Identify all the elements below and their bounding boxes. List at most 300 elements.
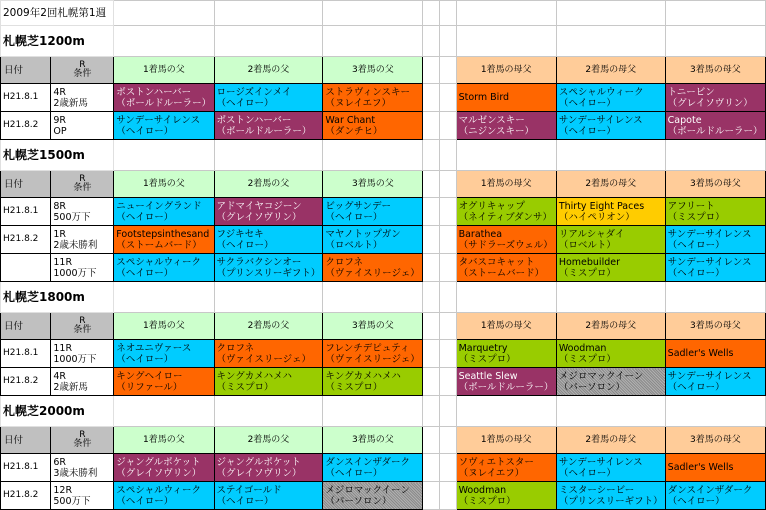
dam-sire-cell [456, 84, 556, 112]
table-row [1, 254, 766, 282]
spacer-cell [439, 198, 456, 226]
spacer-cell [423, 368, 440, 396]
sheet-title: 2009年2回札幌第1週 [1, 1, 114, 26]
dam-sire-cell [665, 112, 765, 140]
horse-line: （ヘイロー） [116, 211, 174, 223]
horse-name: Woodman [558, 342, 607, 354]
sire-cell [114, 254, 214, 282]
race-number: 9R [53, 114, 67, 126]
spacer-cell [423, 198, 440, 226]
sire-cell [323, 84, 423, 112]
spacer-cell [423, 112, 440, 140]
dam-sire-column-header: 3着馬の母父 [665, 57, 765, 84]
dam-sire-column-header: 2着馬の母父 [556, 427, 665, 454]
dam-sire-cell [665, 254, 765, 282]
spacer-cell [439, 254, 456, 282]
horse-line: （ヘイロー） [116, 353, 174, 365]
horse-line: （ヴァイスリージェ） [216, 353, 311, 365]
horse-line: （グレイソヴリン） [216, 211, 302, 223]
dam-sire-cell [456, 198, 556, 226]
empty-cell [665, 26, 765, 57]
horse-name: Sadler's Wells [667, 462, 734, 473]
horse-name: メジロマックイーン [325, 484, 410, 496]
sire-cell [323, 112, 423, 140]
horse-name: メジロマックイーン [558, 370, 644, 382]
race-number-condition [51, 112, 114, 140]
sire-cell [114, 368, 214, 396]
spacer-cell [439, 368, 456, 396]
horse-line: （ヌレイエフ） [325, 97, 392, 109]
table-row [1, 112, 766, 140]
horse-name: サンデーサイレンス [667, 228, 752, 240]
race-condition: OP [53, 125, 67, 137]
dam-sire-column-header: 2着馬の母父 [556, 313, 665, 340]
horse-line: （ヌレイエフ） [458, 467, 525, 479]
horse-line: （パーソロン） [558, 381, 625, 393]
spacer-cell [439, 340, 456, 368]
sire-cell [214, 226, 323, 254]
horse-name: ダンスインザダーク [667, 484, 753, 496]
empty-cell [423, 396, 440, 427]
race-number-condition [51, 198, 114, 226]
race-date: H21.8.2 [1, 226, 51, 254]
sire-cell [214, 454, 323, 482]
dam-sire-cell [456, 112, 556, 140]
race-date: H21.8.1 [1, 198, 51, 226]
horse-name: サンデーサイレンス [116, 114, 201, 126]
sire-cell [114, 482, 214, 510]
dam-sire-cell [665, 198, 765, 226]
race-condition-header [51, 427, 114, 454]
dam-sire-column-header: 2着馬の母父 [556, 171, 665, 198]
empty-cell [114, 1, 214, 26]
spacer-cell [439, 226, 456, 254]
horse-line: （グレイソヴリン） [116, 467, 202, 479]
horse-name: War Chant [325, 114, 376, 126]
horse-name: サンデーサイレンス [558, 114, 643, 126]
dam-sire-cell [556, 84, 665, 112]
empty-cell [456, 282, 556, 313]
horse-name: スペシャルウィーク [558, 86, 644, 98]
empty-cell [114, 26, 214, 57]
race-header-top: R [79, 174, 86, 184]
horse-line: （ヘイロー） [667, 267, 725, 279]
empty-cell [556, 396, 665, 427]
horse-name: クロフネ [325, 256, 363, 268]
spacer-cell [423, 57, 440, 84]
empty-cell [214, 140, 323, 171]
section-title: 札幌芝2000m [1, 396, 114, 427]
spacer-cell [423, 313, 440, 340]
horse-line: （ミスプロ） [325, 381, 383, 393]
race-number: 4R [53, 370, 67, 382]
horse-line: （ミスプロ） [458, 353, 516, 365]
horse-name: フレンチデピュティ [325, 342, 410, 354]
dam-sire-cell [556, 226, 665, 254]
spacer-cell [439, 482, 456, 510]
dam-sire-cell [665, 482, 765, 510]
table-row [1, 368, 766, 396]
sire-column-header: 1着馬の父 [114, 313, 214, 340]
empty-cell [423, 1, 440, 26]
race-condition: 1000万下 [53, 353, 97, 365]
section-title: 札幌芝1800m [1, 282, 114, 313]
horse-line: （ヘイロー） [667, 381, 725, 393]
dam-sire-column-header: 1着馬の母父 [456, 57, 556, 84]
race-number: 11R [53, 342, 73, 354]
empty-cell [214, 26, 323, 57]
dam-sire-cell [665, 368, 765, 396]
race-number-condition [51, 454, 114, 482]
horse-name: Capote [667, 114, 702, 126]
table-row [1, 482, 766, 510]
race-condition: 1000万下 [53, 267, 97, 279]
horse-name: アドマイヤコジーン [216, 200, 302, 212]
empty-cell [114, 282, 214, 313]
horse-line: （リファール） [116, 381, 183, 393]
empty-cell [214, 1, 323, 26]
dam-sire-cell [556, 340, 665, 368]
sire-cell [114, 84, 214, 112]
empty-cell [556, 282, 665, 313]
horse-line: （ボールドルーラー） [458, 381, 554, 393]
horse-name: フジキセキ [216, 228, 264, 240]
horse-line: （ヘイロー） [116, 267, 174, 279]
horse-line: （ボールドルーラー） [216, 125, 312, 137]
sire-cell [214, 482, 323, 510]
horse-name: キングヘイロー [116, 370, 183, 382]
horse-name: タバスコキャット [458, 256, 535, 268]
dam-sire-column-header: 1着馬の母父 [456, 427, 556, 454]
date-header: 日付 [1, 313, 51, 340]
race-date: H21.8.2 [1, 112, 51, 140]
empty-cell [439, 140, 456, 171]
dam-sire-column-header: 1着馬の母父 [456, 171, 556, 198]
race-header-bottom: 条件 [73, 69, 92, 79]
table-row [1, 84, 766, 112]
dam-sire-cell [665, 340, 765, 368]
section-title: 札幌芝1200m [1, 26, 114, 57]
horse-name: リアルシャダイ [558, 228, 625, 240]
horse-name: オグリキャップ [458, 200, 525, 212]
table-row [1, 340, 766, 368]
empty-cell [323, 282, 423, 313]
empty-cell [214, 396, 323, 427]
empty-cell [114, 396, 214, 427]
dam-sire-cell [556, 454, 665, 482]
spacer-cell [423, 482, 440, 510]
horse-name: サンデーサイレンス [558, 456, 643, 468]
dam-sire-cell [456, 482, 556, 510]
race-number-condition [51, 254, 114, 282]
dam-sire-column-header: 3着馬の母父 [665, 171, 765, 198]
race-number-condition [51, 226, 114, 254]
horse-line: （プリンスリーギフト） [216, 267, 321, 279]
race-condition-header [51, 171, 114, 198]
horse-name: ミスターシービー [558, 484, 635, 496]
empty-cell [323, 1, 423, 26]
spacer-cell [423, 340, 440, 368]
horse-name: スペシャルウィーク [116, 484, 202, 496]
race-number-condition [51, 482, 114, 510]
horse-name: クロフネ [216, 342, 255, 354]
horse-line: （ヘイロー） [216, 495, 274, 507]
sire-column-header: 3着馬の父 [323, 171, 423, 198]
sire-column-header: 2着馬の父 [214, 171, 323, 198]
horse-line: （ヘイロー） [325, 211, 383, 223]
horse-line: （ネイティブダンサ） [458, 211, 553, 223]
horse-name: ボストンハーバー [116, 86, 192, 98]
spacer-cell [439, 427, 456, 454]
dam-sire-column-header: 2着馬の母父 [556, 57, 665, 84]
horse-name: サンデーサイレンス [667, 256, 752, 268]
empty-cell [114, 140, 214, 171]
spacer-cell [439, 112, 456, 140]
sire-cell [323, 198, 423, 226]
table-row [1, 226, 766, 254]
dam-sire-column-header: 3着馬の母父 [665, 427, 765, 454]
horse-line: （ヘイロー） [558, 125, 616, 137]
horse-name: ジャングルポケット [116, 456, 201, 468]
race-number: 4R [53, 86, 67, 98]
horse-name: Seattle Slew [458, 370, 518, 382]
sire-cell [323, 226, 423, 254]
race-number: 8R [53, 200, 67, 212]
horse-line: （ヘイロー） [558, 97, 616, 109]
race-date [1, 254, 51, 282]
horse-line: （ミスプロ） [558, 353, 616, 365]
race-header-bottom: 条件 [73, 183, 92, 193]
horse-name: キングカメハメハ [325, 370, 401, 382]
horse-name: Homebuilder [558, 256, 620, 268]
date-header: 日付 [1, 427, 51, 454]
dam-sire-cell [665, 226, 765, 254]
race-header-top: R [79, 316, 86, 326]
spacer-cell [439, 313, 456, 340]
race-condition: 500万下 [53, 211, 91, 223]
horse-line: （ロベルト） [558, 239, 616, 251]
sire-cell [114, 340, 214, 368]
sire-cell [323, 340, 423, 368]
horse-name: トニービン [667, 86, 715, 98]
horse-line: （ロベルト） [325, 239, 383, 251]
race-number-condition [51, 84, 114, 112]
empty-cell [556, 1, 665, 26]
sire-column-header: 1着馬の父 [114, 57, 214, 84]
sire-cell [214, 198, 323, 226]
race-number-condition [51, 368, 114, 396]
horse-line: （ニジンスキー） [458, 125, 535, 137]
sire-column-header: 2着馬の父 [214, 313, 323, 340]
horse-name: ビッグサンデー [325, 200, 392, 212]
horse-line: （ダンチヒ） [325, 125, 383, 137]
horse-line: （ヘイロー） [325, 467, 383, 479]
dam-sire-cell [665, 84, 765, 112]
spacer-cell [423, 254, 440, 282]
dam-sire-cell [456, 340, 556, 368]
empty-cell [456, 396, 556, 427]
sire-column-header: 3着馬の父 [323, 313, 423, 340]
empty-cell [556, 26, 665, 57]
dam-sire-cell [456, 454, 556, 482]
horse-line: （ヴァイスリージェ） [325, 353, 420, 365]
empty-cell [456, 1, 556, 26]
race-condition: 500万下 [53, 495, 91, 507]
horse-name: ボストンハーバー [216, 114, 292, 126]
horse-line: （ヘイロー） [558, 467, 616, 479]
empty-cell [214, 282, 323, 313]
sire-cell [323, 368, 423, 396]
horse-line: （パーソロン） [325, 495, 392, 507]
empty-cell [423, 26, 440, 57]
horse-name: キングカメハメハ [216, 370, 293, 382]
horse-line: （サドラーズウェル） [458, 239, 553, 251]
horse-line: （プリンスリーギフト） [558, 495, 663, 507]
horse-name: ネオユニヴァース [116, 342, 192, 354]
sire-column-header: 3着馬の父 [323, 57, 423, 84]
dam-sire-cell [456, 368, 556, 396]
race-date: H21.8.2 [1, 368, 51, 396]
horse-line: （ヘイロー） [667, 495, 725, 507]
empty-cell [323, 396, 423, 427]
horse-name: サンデーサイレンス [667, 370, 752, 382]
sire-column-header: 1着馬の父 [114, 171, 214, 198]
empty-cell [665, 282, 765, 313]
horse-line: （ボールドルーラー） [116, 97, 212, 109]
date-header: 日付 [1, 171, 51, 198]
horse-name: Storm Bird [458, 92, 510, 103]
horse-line: （ストームバード） [116, 239, 202, 251]
dam-sire-column-header: 1着馬の母父 [456, 313, 556, 340]
empty-cell [665, 1, 765, 26]
horse-line: （ボールドルーラー） [667, 125, 763, 137]
spacer-cell [439, 84, 456, 112]
horse-name: Sadler's Wells [667, 348, 734, 359]
race-date: H21.8.2 [1, 482, 51, 510]
horse-name: サクラバクシンオー [216, 256, 302, 268]
dam-sire-cell [556, 112, 665, 140]
horse-name: ソヴィエトスター [458, 456, 534, 468]
sire-cell [114, 226, 214, 254]
table-row [1, 454, 766, 482]
horse-line: （ミスプロ） [667, 211, 725, 223]
race-number: 6R [53, 456, 67, 468]
race-date: H21.8.1 [1, 84, 51, 112]
spacer-cell [439, 454, 456, 482]
race-number-condition [51, 340, 114, 368]
race-date: H21.8.1 [1, 454, 51, 482]
horse-name: Thirty Eight Paces [558, 200, 645, 212]
sire-cell [323, 454, 423, 482]
horse-line: （ヘイロー） [116, 125, 174, 137]
empty-cell [439, 282, 456, 313]
sire-cell [114, 454, 214, 482]
dam-sire-cell [556, 368, 665, 396]
dam-sire-cell [665, 454, 765, 482]
empty-cell [323, 26, 423, 57]
horse-line: （ヘイロー） [116, 495, 174, 507]
sire-cell [323, 254, 423, 282]
race-condition: 2歳新馬 [53, 97, 88, 109]
sire-column-header: 3着馬の父 [323, 427, 423, 454]
empty-cell [456, 140, 556, 171]
horse-name: スペシャルウィーク [116, 256, 202, 268]
horse-name: ロージズインメイ [216, 86, 292, 98]
empty-cell [439, 26, 456, 57]
horse-name: アフリート [667, 200, 715, 212]
race-condition-header [51, 57, 114, 84]
race-condition: 2歳新馬 [53, 381, 88, 393]
horse-name: ダンスインザダーク [325, 456, 411, 468]
sire-cell [214, 368, 323, 396]
horse-name: Marquetry [458, 342, 508, 354]
race-header-bottom: 条件 [73, 325, 92, 335]
spacer-cell [423, 454, 440, 482]
empty-cell [439, 1, 456, 26]
sire-cell [114, 198, 214, 226]
horse-name: ニューイングランド [116, 200, 202, 212]
dam-sire-cell [556, 482, 665, 510]
horse-line: （ヘイロー） [216, 97, 274, 109]
horse-line: （グレイソヴリン） [667, 97, 753, 109]
sire-cell [214, 84, 323, 112]
horse-line: （ミスプロ） [558, 267, 616, 279]
empty-cell [439, 396, 456, 427]
spacer-cell [423, 427, 440, 454]
horse-name: Woodman [458, 484, 507, 496]
horse-name: ストラヴィンスキー [325, 86, 411, 98]
empty-cell [423, 140, 440, 171]
race-condition-header [51, 313, 114, 340]
empty-cell [556, 140, 665, 171]
spacer-cell [423, 226, 440, 254]
sire-column-header: 2着馬の父 [214, 427, 323, 454]
spacer-cell [439, 171, 456, 198]
race-condition: 3歳未勝利 [53, 467, 98, 479]
horse-line: （ハイペリオン） [558, 211, 635, 223]
horse-name: ジャングルポケット [216, 456, 301, 468]
race-header-top: R [79, 60, 86, 70]
dam-sire-cell [456, 254, 556, 282]
horse-name: Barathea [458, 228, 503, 240]
horse-line: （ストームバード） [458, 267, 545, 279]
horse-line: （グレイソヴリン） [216, 467, 302, 479]
race-header-top: R [79, 430, 86, 440]
spacer-cell [423, 84, 440, 112]
horse-line: （ミスプロ） [458, 495, 516, 507]
sire-cell [114, 112, 214, 140]
section-title: 札幌芝1500m [1, 140, 114, 171]
horse-name: マヤノトップガン [325, 228, 401, 240]
race-date: H21.8.1 [1, 340, 51, 368]
empty-cell [665, 396, 765, 427]
empty-cell [665, 140, 765, 171]
horse-line: （ミスプロ） [216, 381, 274, 393]
empty-cell [423, 282, 440, 313]
horse-line: （ヘイロー） [216, 239, 274, 251]
sire-column-header: 2着馬の父 [214, 57, 323, 84]
dam-sire-cell [556, 254, 665, 282]
dam-sire-cell [456, 226, 556, 254]
horse-name: Footstepsinthesand [116, 228, 210, 240]
spacer-cell [439, 57, 456, 84]
sire-cell [214, 112, 323, 140]
race-number: 11R [53, 256, 73, 268]
date-header: 日付 [1, 57, 51, 84]
horse-line: （ヴァイスリージェ） [325, 267, 420, 279]
sire-cell [323, 482, 423, 510]
sire-cell [214, 340, 323, 368]
